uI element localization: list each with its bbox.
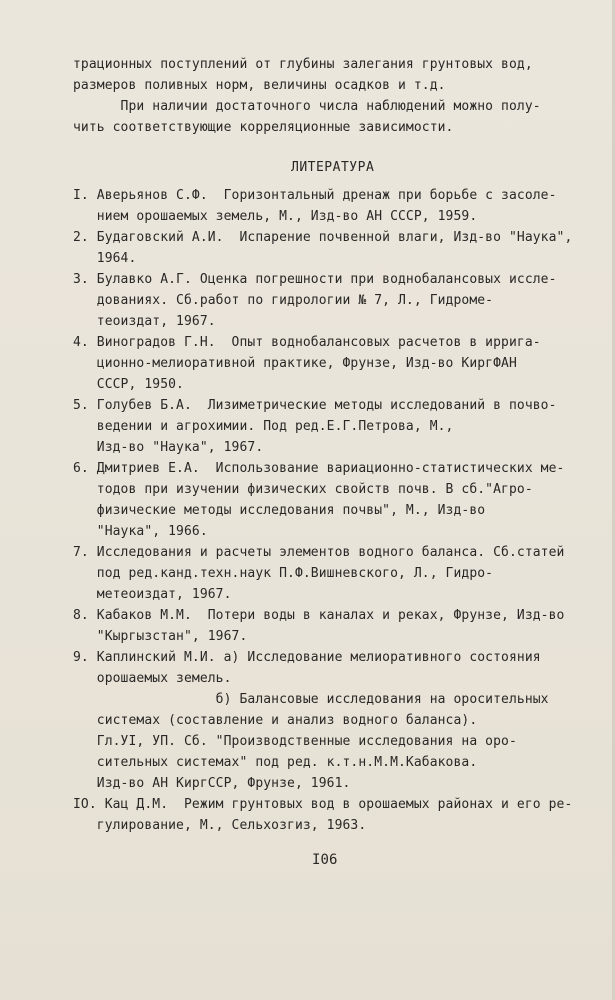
reference-line: системах (составление и анализ водного баланса).	[73, 713, 478, 728]
reference-line: 6. Дмитриев Е.А. Использование вариационно-статистических ме-	[73, 461, 565, 476]
intro-line: трационных поступлений от глубины залегания грунтовых вод,	[73, 57, 533, 72]
reference-line: "Наука", 1966.	[73, 524, 208, 539]
references-heading: ЛИТЕРАТУРА	[291, 160, 375, 175]
reference-line: нием орошаемых земель, М., Изд-во АН СССР, 1959.	[73, 209, 478, 224]
reference-line: 9. Каплинский М.И. а) Исследование мелиоративного состояния	[73, 650, 541, 665]
reference-line: гулирование, М., Сельхозгиз, 1963.	[73, 818, 367, 833]
reference-line: 5. Голубев Б.А. Лизиметрические методы исследований в почво-	[73, 398, 557, 413]
page-number: I06	[312, 852, 338, 868]
reference-line: ведении и агрохимии. Под ред.Е.Г.Петрова, М.,	[73, 419, 454, 434]
reference-line: физические методы исследования почвы", М., Изд-во	[73, 503, 486, 518]
reference-line: орошаемых земель.	[73, 671, 232, 686]
reference-line: теоиздат, 1967.	[73, 314, 216, 329]
reference-line: сительных системах" под ред. к.т.н.М.М.Кабакова.	[73, 755, 478, 770]
reference-line: ционно-мелиоративной практике, Фрунзе, Изд-во КиргФАН	[73, 356, 517, 371]
reference-line: Изд-во "Наука", 1967.	[73, 440, 264, 455]
reference-line: 7. Исследования и расчеты элементов водного баланса. Сб.статей	[73, 545, 565, 560]
reference-line: Гл.УI, УП. Сб. "Производственные исследования на оро-	[73, 734, 517, 749]
reference-line: б) Балансовые исследования на оросительных	[73, 692, 549, 707]
reference-line: 2. Будаговский А.И. Испарение почвенной влаги, Изд-во "Наука",	[73, 230, 573, 245]
reference-line: 3. Булавко А.Г. Оценка погрешности при воднобалансовых иссле-	[73, 272, 557, 287]
intro-line: чить соответствующие корреляционные зависимости.	[73, 120, 454, 135]
intro-line: При наличии достаточного числа наблюдений можно полу-	[73, 99, 541, 114]
reference-line: тодов при изучении физических свойств почв. В сб."Агро-	[73, 482, 533, 497]
intro-line: размеров поливных норм, величины осадков и т.д.	[73, 78, 446, 93]
reference-line: 8. Кабаков М.М. Потери воды в каналах и реках, Фрунзе, Изд-во	[73, 608, 565, 623]
reference-line: 1964.	[73, 251, 137, 266]
reference-line: СССР, 1950.	[73, 377, 184, 392]
reference-line: дованиях. Сб.работ по гидрологии № 7, Л., Гидроме-	[73, 293, 494, 308]
reference-line: метеоиздат, 1967.	[73, 587, 232, 602]
reference-line: под ред.канд.техн.наук П.Ф.Вишневского, Л., Гидро-	[73, 566, 494, 581]
reference-line: I. Аверьянов С.Ф. Горизонтальный дренаж при борьбе с засоле-	[73, 188, 557, 203]
reference-line: "Кыргызстан", 1967.	[73, 629, 248, 644]
reference-line: Изд-во АН КиргССР, Фрунзе, 1961.	[73, 776, 351, 791]
reference-line: IO. Кац Д.М. Режим грунтовых вод в орошаемых районах и его ре-	[73, 797, 573, 812]
reference-line: 4. Виноградов Г.Н. Опыт воднобалансовых расчетов в ирригa-	[73, 335, 541, 350]
